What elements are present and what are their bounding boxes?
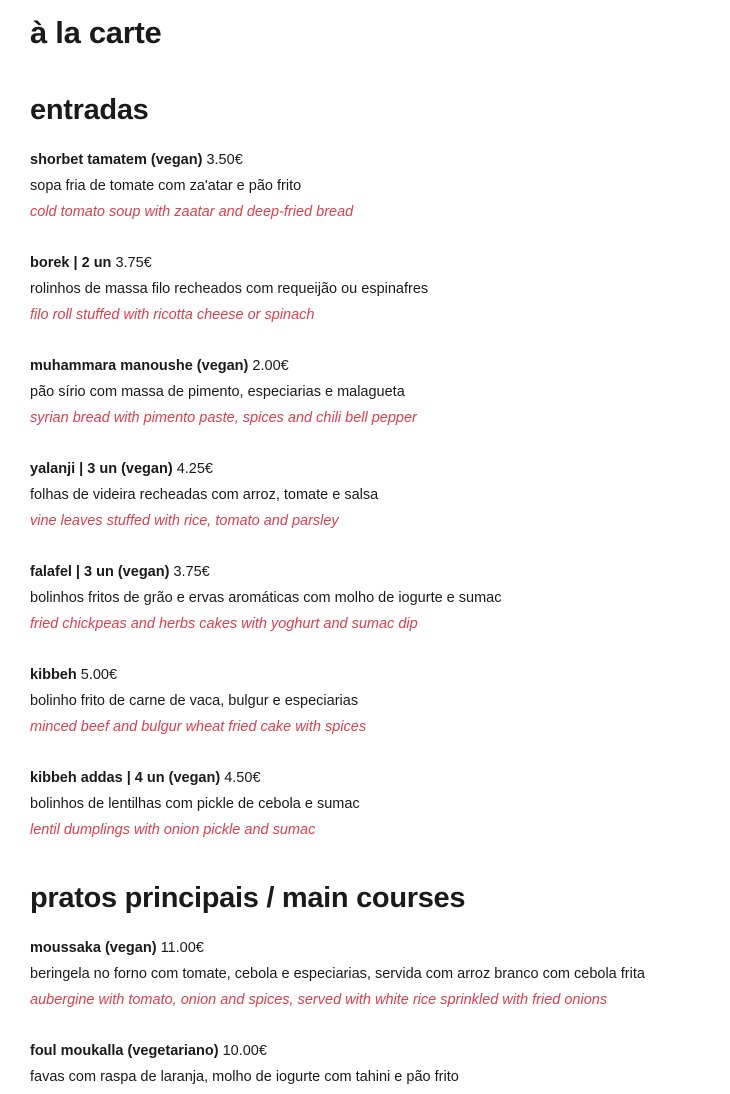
menu-item-price: 11.00€: [160, 940, 204, 956]
entradas-list: [30, 147, 700, 843]
section-title-entradas: entradas: [30, 94, 149, 126]
menu-item-header: [30, 662, 700, 688]
menu-item: [30, 147, 700, 225]
menu-item: [30, 765, 700, 843]
menu-item-description-pt: bolinhos fritos de grão e ervas aromáticas com molho de iogurte e sumac: [30, 590, 502, 606]
menu-item-header: [30, 935, 700, 961]
menu-item-description-en: lentil dumplings with onion pickle and sumac: [30, 822, 316, 838]
main-courses-list: [30, 935, 700, 1090]
menu-item-name: falafel | 3 un (vegan): [30, 564, 170, 580]
menu-item-name: kibbeh: [30, 667, 77, 683]
menu-item-description-pt: favas com raspa de laranja, molho de iogurte com tahini e pão frito: [30, 1069, 459, 1085]
menu-item-description-en: aubergine with tomato, onion and spices, served with white rice sprinkled with fried onions: [30, 992, 608, 1008]
menu-item-description-en: minced beef and bulgur wheat fried cake with spices: [30, 719, 367, 735]
menu-item-name: muhammara manoushe (vegan): [30, 358, 249, 374]
menu-item: [30, 559, 700, 637]
menu-item-description-pt: rolinhos de massa filo recheados com requeijão ou espinafres: [30, 281, 429, 297]
menu-item: [30, 456, 700, 534]
menu-item-name: shorbet tamatem (vegan): [30, 152, 203, 168]
menu-item-header: [30, 250, 700, 276]
menu-item-name: borek | 2 un: [30, 255, 112, 271]
menu-item: [30, 353, 700, 431]
menu-item-price: 3.50€: [206, 152, 243, 168]
menu-item-description-en: fried chickpeas and herbs cakes with yoghurt and sumac dip: [30, 616, 418, 632]
menu-item-price: 3.75€: [115, 255, 152, 271]
menu-item-header: [30, 1038, 700, 1064]
page-title: à la carte: [30, 15, 162, 50]
menu-item-price: 3.75€: [173, 564, 210, 580]
menu-item-header: [30, 559, 700, 585]
menu-item: [30, 1038, 700, 1090]
menu-item-price: 5.00€: [80, 667, 118, 683]
menu-item: [30, 662, 700, 740]
menu-item-header: [30, 353, 700, 379]
menu-item: [30, 935, 700, 1013]
menu-item-price: 4.50€: [224, 770, 261, 786]
menu-item-price: 2.00€: [252, 358, 289, 374]
section-title-main-courses: pratos principais / main courses: [30, 882, 466, 914]
menu-item-description-pt: bolinho frito de carne de vaca, bulgur e especiarias: [30, 693, 359, 709]
menu-item-price: 4.25€: [176, 461, 213, 477]
menu-item-header: [30, 765, 700, 791]
menu-item-price: 10.00€: [222, 1043, 267, 1059]
menu-item-header: [30, 147, 700, 173]
menu-item-name: yalanji | 3 un (vegan): [30, 461, 173, 477]
menu-item-description-en: vine leaves stuffed with rice, tomato and parsley: [30, 513, 339, 529]
menu-item-description-pt: sopa fria de tomate com za'atar e pão frito: [30, 178, 302, 194]
menu-item-header: [30, 456, 700, 482]
menu-item: [30, 250, 700, 328]
menu-item-description-pt: pão sírio com massa de pimento, especiarias e malagueta: [30, 384, 405, 400]
menu-item-description-pt: beringela no forno com tomate, cebola e especiarias, servida com arroz branco com cebola frita: [30, 966, 645, 982]
menu-item-description-pt: bolinhos de lentilhas com pickle de cebola e sumac: [30, 796, 360, 812]
menu-item-name: foul moukalla (vegetariano): [30, 1043, 219, 1059]
menu-item-description-pt: folhas de videira recheadas com arroz, tomate e salsa: [30, 487, 379, 503]
menu-item-description-en: filo roll stuffed with ricotta cheese or spinach: [30, 307, 315, 323]
menu-item-name: kibbeh addas | 4 un (vegan): [30, 770, 221, 786]
menu-item-description-en: cold tomato soup with zaatar and deep-fried bread: [30, 204, 354, 220]
menu-item-description-en: syrian bread with pimento paste, spices and chili bell pepper: [30, 410, 417, 426]
menu-item-name: moussaka (vegan): [30, 940, 157, 956]
